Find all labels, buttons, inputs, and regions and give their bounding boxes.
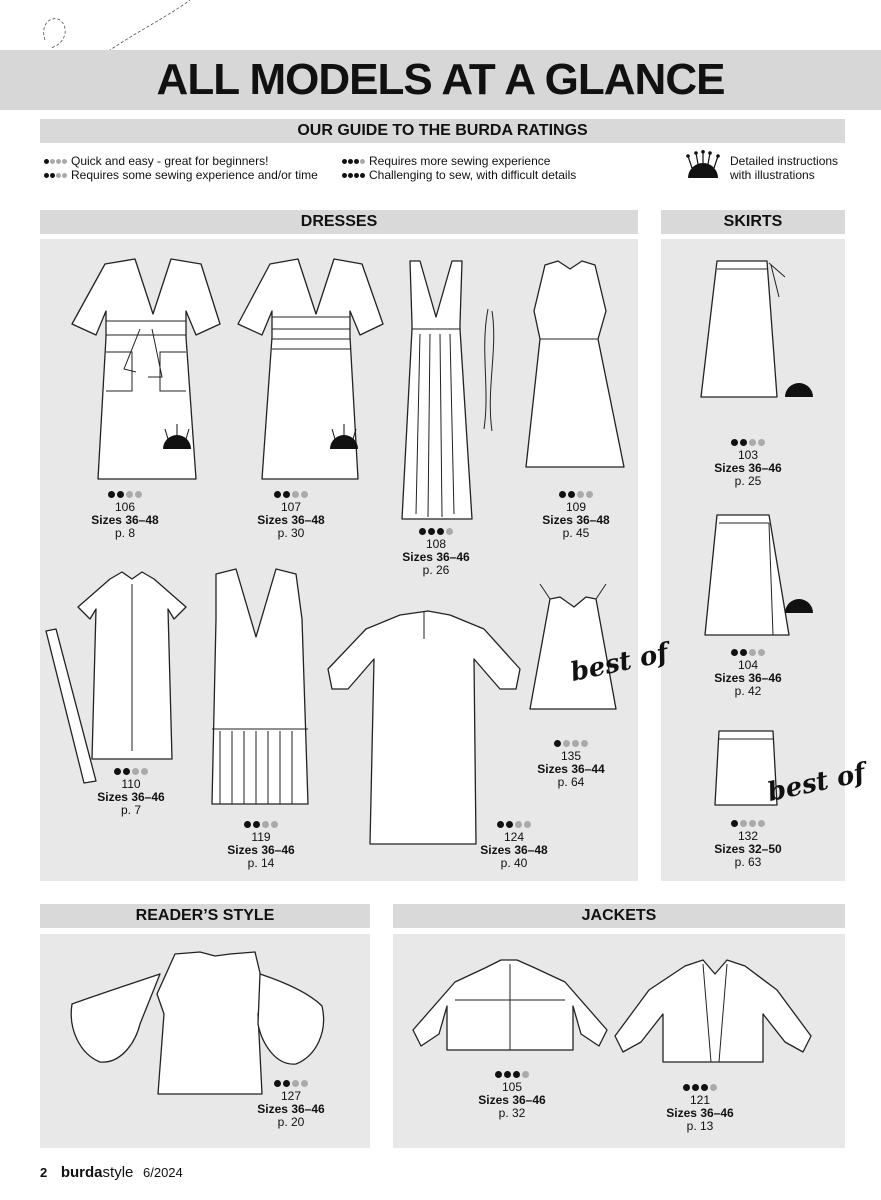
brand-name-bold: burda	[60, 1164, 103, 1181]
model-number: 107	[280, 500, 302, 514]
dress-108-illustration	[402, 261, 494, 519]
rating-dot-filled	[123, 768, 130, 775]
model-sizes: Sizes 36–48	[542, 513, 610, 527]
model-page: p. 30	[277, 526, 305, 540]
rating-dot-empty	[56, 159, 61, 164]
rating-dots	[114, 768, 148, 775]
rating-dot-filled	[108, 491, 115, 498]
pincushion-icon	[686, 150, 720, 180]
model-108	[381, 525, 491, 577]
dress-110-illustration	[46, 572, 186, 783]
rating-dot-empty	[581, 740, 588, 747]
model-sizes: Sizes 36–46	[666, 1106, 734, 1120]
ratings-heading: OUR GUIDE TO THE BURDA RATINGS	[40, 119, 845, 143]
model-number: 108	[425, 537, 447, 551]
model-sizes: Sizes 36–46	[714, 671, 782, 685]
model-sizes: Sizes 36–46	[257, 1102, 325, 1116]
jacket-121-illustration	[615, 960, 811, 1062]
rating-dot-filled	[513, 1071, 520, 1078]
model-page: p. 26	[422, 563, 450, 577]
model-sizes: Sizes 32–50	[714, 842, 782, 856]
rating-dot-empty	[710, 1084, 717, 1091]
rating-dot-empty	[749, 820, 756, 827]
rating-dot-filled	[419, 528, 426, 535]
rating-dot-empty	[586, 491, 593, 498]
rating-dots	[683, 1084, 717, 1091]
dress-124-illustration	[328, 611, 520, 844]
model-sizes: Sizes 36–46	[478, 1093, 546, 1107]
page-footer	[40, 1164, 183, 1181]
model-sizes: Sizes 36–46	[714, 461, 782, 475]
rating-dots	[495, 1071, 529, 1078]
rating-dot-empty	[132, 768, 139, 775]
rating-dot-filled	[506, 821, 513, 828]
section-readers-style: READER’S STYLE	[40, 904, 370, 928]
page-title: ALL MODELS AT A GLANCE	[0, 50, 881, 110]
rating-dot-filled	[554, 740, 561, 747]
rating-dot-filled	[504, 1071, 511, 1078]
model-127	[236, 1077, 346, 1129]
rating-dots	[244, 821, 278, 828]
rating-dot-empty	[740, 820, 747, 827]
rating-dot-filled	[731, 820, 738, 827]
model-sizes: Sizes 36–48	[91, 513, 159, 527]
rating-dot-filled	[44, 159, 49, 164]
rating-dot-empty	[292, 1080, 299, 1087]
rating-dot-filled	[354, 159, 359, 164]
section-skirts: SKIRTS	[661, 210, 845, 234]
model-number: 135	[560, 749, 582, 763]
model-number: 110	[121, 777, 141, 791]
rating-dot-empty	[271, 821, 278, 828]
rating-dot-filled	[428, 528, 435, 535]
model-page: p. 32	[498, 1106, 526, 1120]
rating-level-1	[44, 154, 318, 168]
model-103	[693, 436, 803, 488]
model-number: 106	[114, 500, 136, 514]
rating-level-4	[342, 168, 576, 182]
rating-dot-empty	[758, 820, 765, 827]
rating-label: Quick and easy - great for beginners!	[71, 154, 269, 168]
rating-dot-empty	[577, 491, 584, 498]
rating-dot-empty	[301, 1080, 308, 1087]
model-page: p. 14	[247, 856, 275, 870]
rating-dot-filled	[495, 1071, 502, 1078]
model-135	[516, 737, 626, 789]
rating-dot-empty	[62, 159, 67, 164]
rating-dot-filled	[559, 491, 566, 498]
rating-level-2	[44, 168, 318, 182]
rating-dot-filled	[354, 173, 359, 178]
rating-label: Requires some sewing experience and/or time	[71, 168, 318, 182]
rating-dot-filled	[283, 1080, 290, 1087]
dress-127-illustration	[71, 952, 323, 1094]
rating-dot-empty	[126, 491, 133, 498]
model-number: 103	[737, 448, 759, 462]
model-page: p. 42	[734, 684, 762, 698]
model-number: 104	[737, 658, 759, 672]
model-106	[70, 488, 180, 540]
dress-119-illustration	[212, 569, 308, 804]
brand-name-light: style	[102, 1164, 134, 1181]
section-jackets: JACKETS	[393, 904, 845, 928]
rating-dot-filled	[342, 173, 347, 178]
model-sizes: Sizes 36–48	[257, 513, 325, 527]
instructions-note	[730, 154, 838, 182]
rating-dot-filled	[568, 491, 575, 498]
rating-label: Requires more sewing experience	[369, 154, 551, 168]
rating-dot-empty	[749, 649, 756, 656]
dress-107-illustration	[238, 259, 383, 479]
model-number: 124	[503, 830, 525, 844]
model-page: p. 63	[734, 855, 762, 869]
model-sizes: Sizes 36–46	[97, 790, 165, 804]
model-page: p. 45	[562, 526, 590, 540]
model-page: p. 40	[500, 856, 528, 870]
model-105	[457, 1068, 567, 1120]
page-number: 2	[40, 1165, 48, 1180]
rating-dot-empty	[515, 821, 522, 828]
best-of-badge: best of	[764, 758, 868, 808]
rating-dot-filled	[50, 173, 55, 178]
rating-dot-empty	[301, 491, 308, 498]
skirt-104-illustration	[705, 515, 813, 635]
jacket-105-illustration	[413, 960, 607, 1050]
rating-dot-empty	[572, 740, 579, 747]
rating-dot-empty	[141, 768, 148, 775]
model-page: p. 25	[734, 474, 762, 488]
instructions-line: Detailed instructions	[730, 154, 839, 168]
rating-dot-empty	[135, 491, 142, 498]
rating-dot-filled	[437, 528, 444, 535]
rating-dot-filled	[117, 491, 124, 498]
rating-dot-filled	[740, 439, 747, 446]
dress-109-illustration	[526, 261, 624, 467]
rating-level-3	[342, 154, 576, 168]
model-number: 132	[737, 829, 759, 843]
model-107	[236, 488, 346, 540]
rating-dots	[554, 740, 588, 747]
rating-dot-filled	[44, 173, 49, 178]
rating-dots	[44, 173, 67, 178]
rating-dot-filled	[283, 491, 290, 498]
rating-dot-filled	[244, 821, 251, 828]
rating-dot-filled	[348, 173, 353, 178]
rating-dot-empty	[758, 649, 765, 656]
rating-dot-filled	[274, 491, 281, 498]
model-132	[693, 817, 803, 869]
rating-dots	[731, 649, 765, 656]
rating-dot-empty	[50, 159, 55, 164]
model-number: 109	[565, 500, 587, 514]
rating-dot-empty	[522, 1071, 529, 1078]
ratings-col-2	[342, 154, 576, 182]
rating-dots	[731, 820, 765, 827]
rating-dot-filled	[360, 173, 365, 178]
rating-dot-empty	[62, 173, 67, 178]
dress-106-illustration	[72, 259, 220, 479]
rating-dot-empty	[446, 528, 453, 535]
rating-dots	[342, 159, 365, 164]
top-135-illustration	[530, 584, 616, 709]
model-121	[645, 1081, 755, 1133]
rating-label: Challenging to sew, with difficult details	[369, 168, 577, 182]
rating-dot-empty	[262, 821, 269, 828]
model-number: 127	[280, 1089, 302, 1103]
rating-dots	[274, 1080, 308, 1087]
ratings-col-1	[44, 154, 318, 182]
rating-dot-empty	[524, 821, 531, 828]
rating-dot-empty	[749, 439, 756, 446]
instructions-line: with illustrations	[730, 168, 815, 182]
model-sizes: Sizes 36–46	[227, 843, 295, 857]
rating-dot-empty	[758, 439, 765, 446]
model-104	[693, 646, 803, 698]
model-sizes: Sizes 36–48	[480, 843, 548, 857]
rating-dot-filled	[701, 1084, 708, 1091]
best-of-badge: best of	[567, 638, 671, 688]
rating-dot-empty	[360, 159, 365, 164]
rating-dot-filled	[731, 439, 738, 446]
model-number: 105	[501, 1080, 523, 1094]
rating-dot-filled	[683, 1084, 690, 1091]
rating-dots	[559, 491, 593, 498]
issue-date: 6/2024	[143, 1165, 183, 1180]
rating-dots	[274, 491, 308, 498]
model-109	[521, 488, 631, 540]
rating-dot-empty	[563, 740, 570, 747]
rating-dots	[497, 821, 531, 828]
rating-dot-filled	[253, 821, 260, 828]
rating-dot-filled	[692, 1084, 699, 1091]
rating-dot-filled	[348, 159, 353, 164]
rating-dot-filled	[114, 768, 121, 775]
rating-dots	[342, 173, 365, 178]
model-sizes: Sizes 36–46	[402, 550, 470, 564]
model-page: p. 64	[557, 775, 585, 789]
rating-dot-filled	[497, 821, 504, 828]
rating-dots	[419, 528, 453, 535]
rating-dots	[44, 159, 67, 164]
model-number: 121	[689, 1093, 711, 1107]
rating-dots	[731, 439, 765, 446]
rating-dot-filled	[731, 649, 738, 656]
model-124	[459, 818, 569, 870]
section-dresses: DRESSES	[40, 210, 638, 234]
model-110	[76, 765, 186, 817]
model-page: p. 13	[686, 1119, 714, 1133]
rating-dot-filled	[342, 159, 347, 164]
rating-dot-filled	[740, 649, 747, 656]
rating-dots	[108, 491, 142, 498]
model-119	[206, 818, 316, 870]
model-sizes: Sizes 36–44	[537, 762, 605, 776]
model-page: p. 20	[277, 1115, 305, 1129]
rating-dot-empty	[292, 491, 299, 498]
rating-dot-empty	[56, 173, 61, 178]
model-page: p. 7	[120, 803, 141, 817]
skirt-103-illustration	[701, 261, 813, 397]
model-page: p. 8	[114, 526, 135, 540]
rating-dot-filled	[274, 1080, 281, 1087]
model-number: 119	[251, 830, 271, 844]
